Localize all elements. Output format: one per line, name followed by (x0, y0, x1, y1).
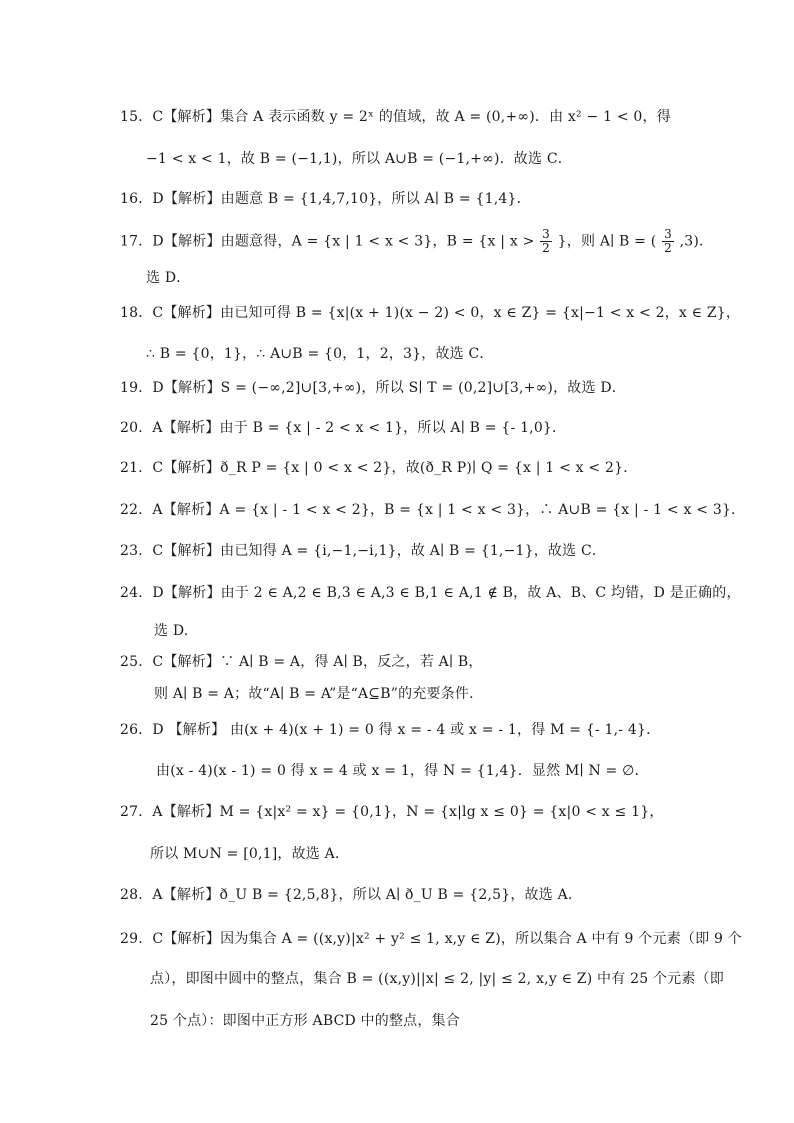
solution-29-line-2: 点），即图中圆中的整点，集合 B = ((x,y)||x| ≤ 2, |y| ≤ 2, x,y ∈ Z) 中有 25 个元素（即 (150, 971, 724, 987)
solution-18-line-1: 18．C【解析】由已知可得 B = {x|(x + 1)(x − 2) < 0，x ∈ Z} = {x|−1 < x < 2，x ∈ Z}， (120, 305, 741, 321)
solution-25-line-1: 25．C【解析】∵ A∣ B = A，得 A∣ B，反之，若 A∣ B， (120, 654, 483, 670)
solution-15-line-1: 15．C【解析】集合 A 表示函数 y = 2ˣ 的值域，故 A = (0,+∞)．由 x² − 1 < 0，得 (120, 109, 671, 125)
solution-27-line-1: 27．A【解析】M = {x|x² = x} = {0,1}，N = {x|lg x ≤ 0} = {x|0 < x ≤ 1}， (120, 804, 664, 820)
solution-21: 21．C【解析】ð_R P = {x | 0 < x < 2}，故(ð_R P)∣ Q = {x | 1 < x < 2}． (120, 460, 638, 476)
solution-28: 28．A【解析】ð_U B = {2,5,8}，所以 A∣ ð_U B = {2,5}，故选 A. (120, 887, 573, 903)
solution-19: 19．D【解析】S = (−∞,2]∪[3,+∞)，所以 S∣ T = (0,2]∪[3,+∞)，故选 D． (120, 380, 626, 396)
fraction-three-halves: $\frac{3}{2}$ (542, 227, 550, 255)
solution-24-line-2: 选 D. (154, 623, 189, 639)
solution-16: 16．D【解析】由题意 B = {1,4,7,10}，所以 A∣ B = {1,4}． (120, 191, 531, 207)
solution-15-line-2: −1 < x < 1，故 B = (−1,1)，所以 A∪B = (−1,+∞)．故选 C． (146, 151, 572, 167)
solution-26-line-2: 由(x - 4)(x - 1) = 0 得 x = 4 或 x = 1，得 N = {1,4}．显然 M∣ N = ∅． (156, 763, 649, 779)
solution-27-line-2: 所以 M∪N = [0,1]，故选 A． (150, 846, 350, 862)
solution-17-line-2: 选 D． (146, 270, 191, 286)
solution-22: 22．A【解析】A = {x | - 1 < x < 2}，B = {x | 1 < x < 3}，∴ A∪B = {x | - 1 < x < 3}． (120, 502, 746, 518)
solution-24-line-1: 24．D【解析】由于 2 ∈ A,2 ∈ B,3 ∈ A,3 ∈ B,1 ∈ A,1 ∉ B，故 A、B、C 均错，D 是正确的， (120, 585, 741, 601)
solution-20: 20．A【解析】由于 B = {x | - 2 < x < 1}，所以 A∣ B = {- 1,0}． (120, 420, 567, 436)
solution-29-line-3: 25 个点）：即图中正方形 ABCD 中的整点，集合 (150, 1013, 460, 1029)
solution-29-line-1: 29．C【解析】因为集合 A = ((x,y)|x² + y² ≤ 1, x,y ∈ Z)，所以集合 A 中有 9 个元素（即 9 个 (120, 931, 742, 947)
fraction-three-halves-2: $\frac{3}{2}$ (664, 227, 672, 255)
solution-23: 23．C【解析】由已知得 A = {i,−1,−i,1}，故 A∣ B = {1,−1}，故选 C． (120, 543, 607, 559)
solution-25-line-2: 则 A∣ B = A；故“A∣ B = A”是“A⊆B”的充要条件. (154, 686, 474, 702)
solution-18-line-2: ∴ B = {0，1}，∴ A∪B = {0，1，2，3}，故选 C． (146, 346, 494, 362)
solution-26-line-1: 26．D 【解析】 由(x + 4)(x + 1) = 0 得 x = - 4 或 x = - 1，得 M = {- 1,- 4}． (120, 722, 661, 738)
solution-17-line-1: 17．D【解析】由题意得，A = {x | 1 < x < 3}，B = {x | x > $\frac{3}{2}$ }，则 A∣ B = ( $\frac{3}{2}$ ,3)． (120, 227, 714, 255)
